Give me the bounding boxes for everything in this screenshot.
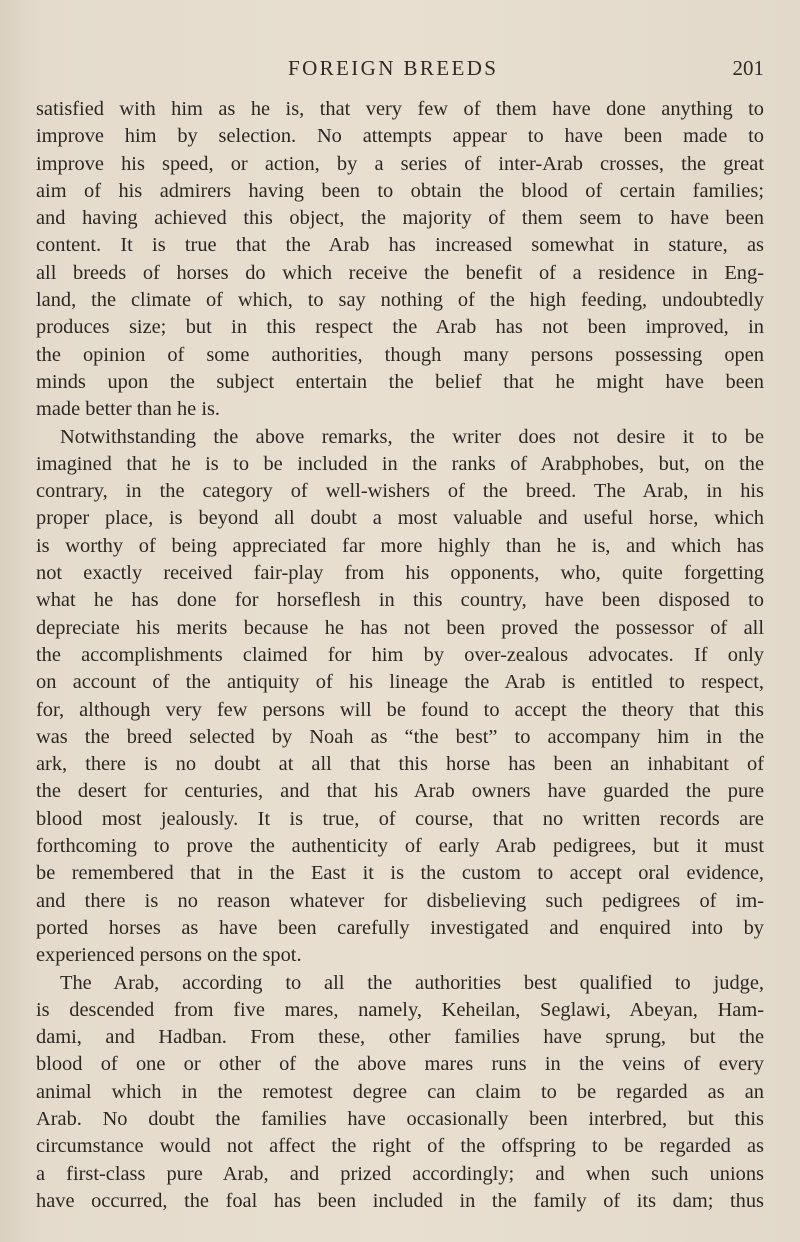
text-line: contrary, in the category of well-wishers of the breed. The Arab, in his [36,480,764,503]
running-head [0,56,800,86]
text-line: dami, and Hadban. From these, other families have sprung, but the [36,1026,764,1049]
text-line: be remembered that in the East it is the custom to accept oral evidence, [36,862,764,885]
text-line: was the breed selected by Noah as “the best” to accompany him in the [36,725,764,748]
text-line: all breeds of horses do which receive the benefit of a residence in Eng- [36,261,764,284]
text-line: produces size; but in this respect the Arab has not been improved, in [36,316,764,339]
text-line: made better than he is. [36,398,221,421]
text-line: blood of one or other of the above mares runs in the veins of every [36,1053,764,1076]
text-line: depreciate his merits because he has not been proved the possessor of all [36,616,764,639]
text-line: and having achieved this object, the majority of them seem to have been [36,207,764,230]
text-line: have occurred, the foal has been included in the family of its dam; thus [36,1189,764,1212]
paragraph [36,424,764,970]
body-text [36,96,764,1215]
text-line: for, although very few persons will be found to accept the theory that this [36,698,764,721]
text-line: not exactly received fair-play from his opponents, who, quite forgetting [36,562,764,585]
text-line: blood most jealously. It is true, of course, that no written records are [36,807,764,830]
text-line: Arab. No doubt the families have occasionally been interbred, but this [36,1107,764,1130]
text-line: proper place, is beyond all doubt a most valuable and useful horse, which [36,507,764,530]
text-line: circumstance would not affect the right of the offspring to be regarded as [36,1135,764,1158]
text-line: improve him by selection. No attempts appear to have been made to [36,125,764,148]
running-title: FOREIGN BREEDS [288,56,499,80]
text-line: improve his speed, or action, by a series of inter-Arab crosses, the great [36,152,764,175]
text-line: the desert for centuries, and that his Arab owners have guarded the pure [36,780,764,803]
text-line: forthcoming to prove the authenticity of early Arab pedigrees, but it must [36,835,764,858]
text-line: the accomplishments claimed for him by over-zealous advocates. If only [36,643,764,666]
text-line: is descended from five mares, namely, Keheilan, Seglawi, Abeyan, Ham- [36,998,764,1021]
text-line: the opinion of some authorities, though many persons possessing open [36,343,764,366]
text-line: minds upon the subject entertain the belief that he might have been [36,370,764,393]
text-line: and there is no reason whatever for disbelieving such pedigrees of im- [36,889,764,912]
text-line: satisfied with him as he is, that very few of them have done anything to [36,98,764,120]
text-line: aim of his admirers having been to obtain the blood of certain families; [36,179,764,202]
text-line: on account of the antiquity of his lineage the Arab is entitled to respect, [36,671,764,694]
text-line: experienced persons on the spot. [36,944,302,967]
paragraph [36,96,764,424]
page-number: 201 [732,56,764,80]
text-line: imagined that he is to be included in the ranks of Arabphobes, but, on the [36,452,764,475]
text-line: land, the climate of which, to say nothing of the high feeding, undoubtedly [36,289,764,312]
text-line: ark, there is no doubt at all that this horse has been an inhabitant of [36,753,764,776]
paragraph [36,970,764,1216]
text-line: animal which in the remotest degree can claim to be regarded as an [36,1080,764,1103]
text-line: is worthy of being appreciated far more highly than he is, and which has [36,534,764,557]
text-line: a first-class pure Arab, and prized accordingly; and when such unions [36,1162,764,1185]
text-line: ported horses as have been carefully investigated and enquired into by [36,916,764,939]
text-line: Notwithstanding the above remarks, the writer does not desire it to be [60,425,764,448]
text-line: content. It is true that the Arab has increased somewhat in stature, as [36,234,764,257]
text-line: The Arab, according to all the authorities best qualified to judge, [60,971,764,994]
text-line: what he has done for horseflesh in this country, have been disposed to [36,589,764,612]
